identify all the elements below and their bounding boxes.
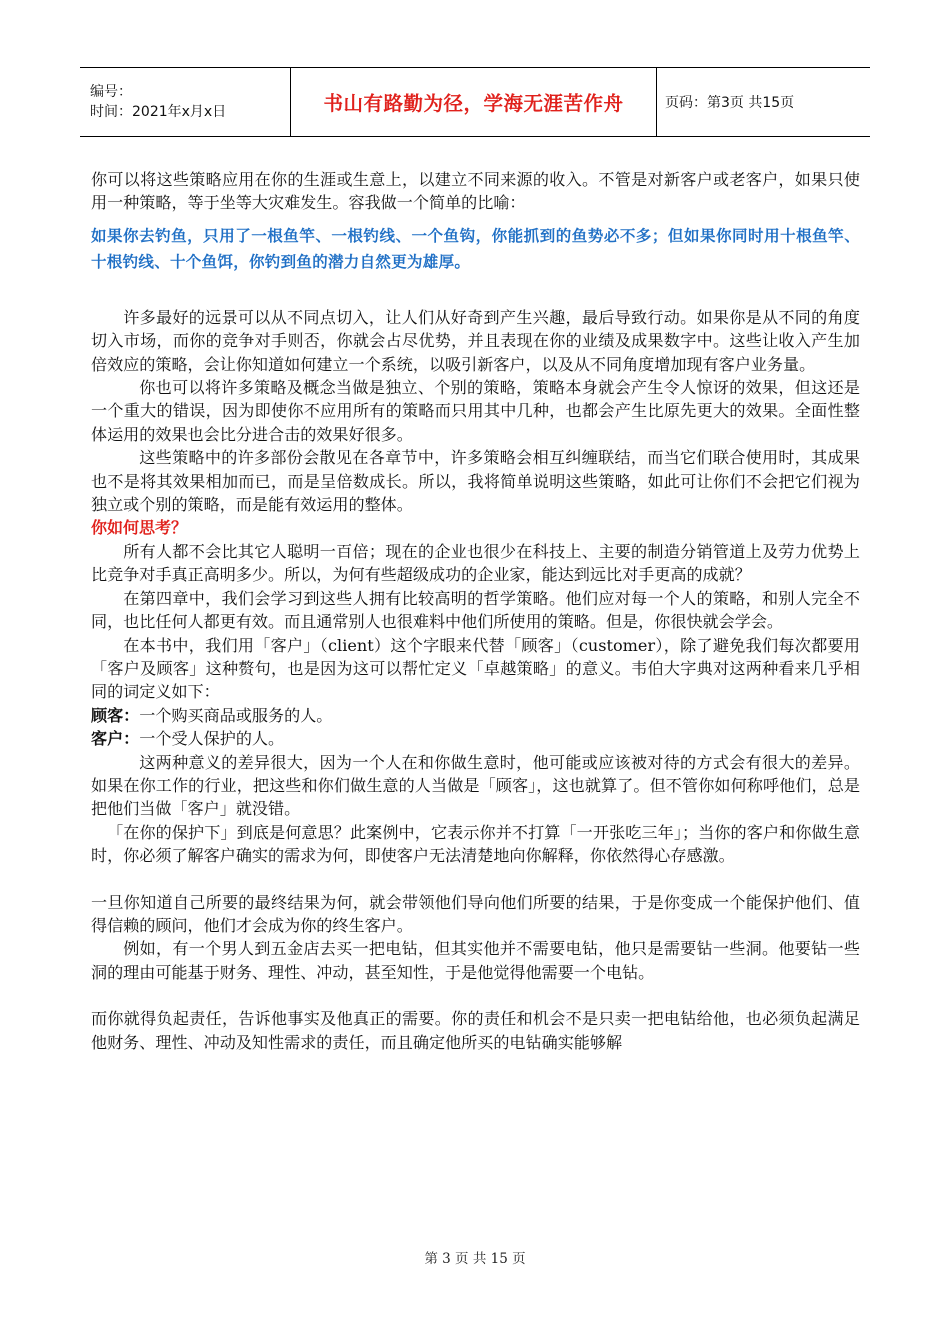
paragraph-5: 所有人都不会比其它人聪明一百倍；现在的企业也很少在科技上、主要的制造分销管道上及劳力优势上比竞争对手真正高明多少。所以，为何有些超级成功的企业家，能达到远比对手更高的成就？ <box>91 541 860 585</box>
paragraph-6: 在第四章中，我们会学习到这些人拥有比较高明的哲学策略。他们应对每一个人的策略，和别人完全不同，也比任何人都更有效。而且通常别人也很难料中他们所使用的策略。但是，你很快就会学会。 <box>91 588 860 632</box>
term-customer: 顾客： <box>91 705 140 725</box>
header-page-cell <box>657 68 870 136</box>
highlight-quote: 如果你去钓鱼，只用了一根鱼竿、一根钓线、一个鱼钩，你能抓到的鱼势必不多；但如果你同时用十根鱼竿、十根钓线、十个鱼饵，你钓到鱼的潜力自然更为雄厚。 <box>91 226 860 271</box>
definition-client <box>91 727 860 750</box>
header-page-label: 页码：第3页 共15页 <box>665 95 795 111</box>
header-date-label: 时间：2021年x月x日 <box>90 104 227 120</box>
definition-client-text: 一个受人保护的人。 <box>139 729 285 749</box>
paragraph-11: 例如，有一个男人到五金店去买一把电钻，但其实他并不需要电钻，他只是需要钻一些洞。他要钻一些洞的理由可能基于财务、理性、冲动，甚至知性，于是他觉得他需要一个电钻。 <box>91 939 860 982</box>
header-motto: 书山有路勤为径，学海无涯苦作舟 <box>323 92 624 115</box>
paragraph-7: 在本书中，我们用「客户」（client）这个字眼来代替「顾客」（customer），除了避免我们每次都要用「客户及顾客」这种赘句，也是因为这可以帮忙定义「卓越策略」的意义。韦伯大字典对这两种看来几乎相同的词定义如下： <box>91 635 860 702</box>
document-body <box>91 168 860 1054</box>
header-number-label: 编号： <box>90 84 132 100</box>
definition-customer-text: 一个购买商品或服务的人。 <box>139 705 333 725</box>
paragraph-3: 你也可以将许多策略及概念当做是独立、个别的策略，策略本身就会产生令人惊讶的效果，但这还是一个重大的错误，因为即使你不应用所有的策略而只用其中几种，也都会产生比原先更大的效果。全面性整体运用的效果也会比分进合击的效果好很多。 <box>91 378 860 444</box>
header-motto-cell <box>291 68 657 136</box>
paragraph-9: 「在你的保护下」到底是何意思？此案例中，它表示你并不打算「一开张吃三年」；当你的客户和你做生意时，你必须了解客户确实的需求为何，即使客户无法清楚地向你解释，你依然得心存感激。 <box>91 822 860 866</box>
definition-customer <box>91 704 860 727</box>
paragraph-10: 一旦你知道自己所要的最终结果为何，就会带领他们导向他们所要的结果，于是你变成一个能保护他们、值得信赖的顾问，他们才会成为你的终生客户。 <box>91 892 860 935</box>
term-client: 客户： <box>91 729 140 749</box>
section-heading: 你如何思考？ <box>91 518 188 538</box>
paragraph-12: 而你就得负起责任，告诉他事实及他真正的需要。你的责任和机会不是只卖一把电钻给他，也必须负起满足他财务、理性、冲动及知性需求的责任，而且确定他所买的电钻确实能够解 <box>91 1009 860 1052</box>
page-header <box>80 67 870 137</box>
page-footer: 第 3 页 共 15 页 <box>424 1251 526 1267</box>
paragraph-2: 许多最好的远景可以从不同点切入，让人们从好奇到产生兴趣，最后导致行动。如果你是从不同的角度切入市场，而你的竞争对手则否，你就会占尽优势，并且表现在你的业绩及成果数字中。这些让收入产生加倍效应的策略，会让你知道如何建立一个系统，以吸引新客户，以及从不同角度增加现有客户业务量。 <box>91 307 860 374</box>
paragraph-4: 这些策略中的许多部份会散见在各章节中，许多策略会相互纠缠联结，而当它们联合使用时，其成果也不是将其效果相加而已，而是呈倍数成长。所以，我将简单说明这些策略，如此可让你们不会把它们视为独立或个别的策略，而是能有效运用的整体。 <box>91 448 860 515</box>
paragraph-8: 这两种意义的差异很大，因为一个人在和你做生意时，他可能或应该被对待的方式会有很大的差异。如果在你工作的行业，把这些和你们做生意的人当做是「顾客」，这也就算了。但不管你如何称呼他们，总是把他们当做「客户」就没错。 <box>91 752 860 819</box>
header-info-cell <box>80 68 291 136</box>
paragraph-1: 你可以将这些策略应用在你的生涯或生意上，以建立不同来源的收入。不管是对新客户或老客户，如果只使用一种策略，等于坐等大灾难发生。容我做一个简单的比喻： <box>91 170 860 213</box>
